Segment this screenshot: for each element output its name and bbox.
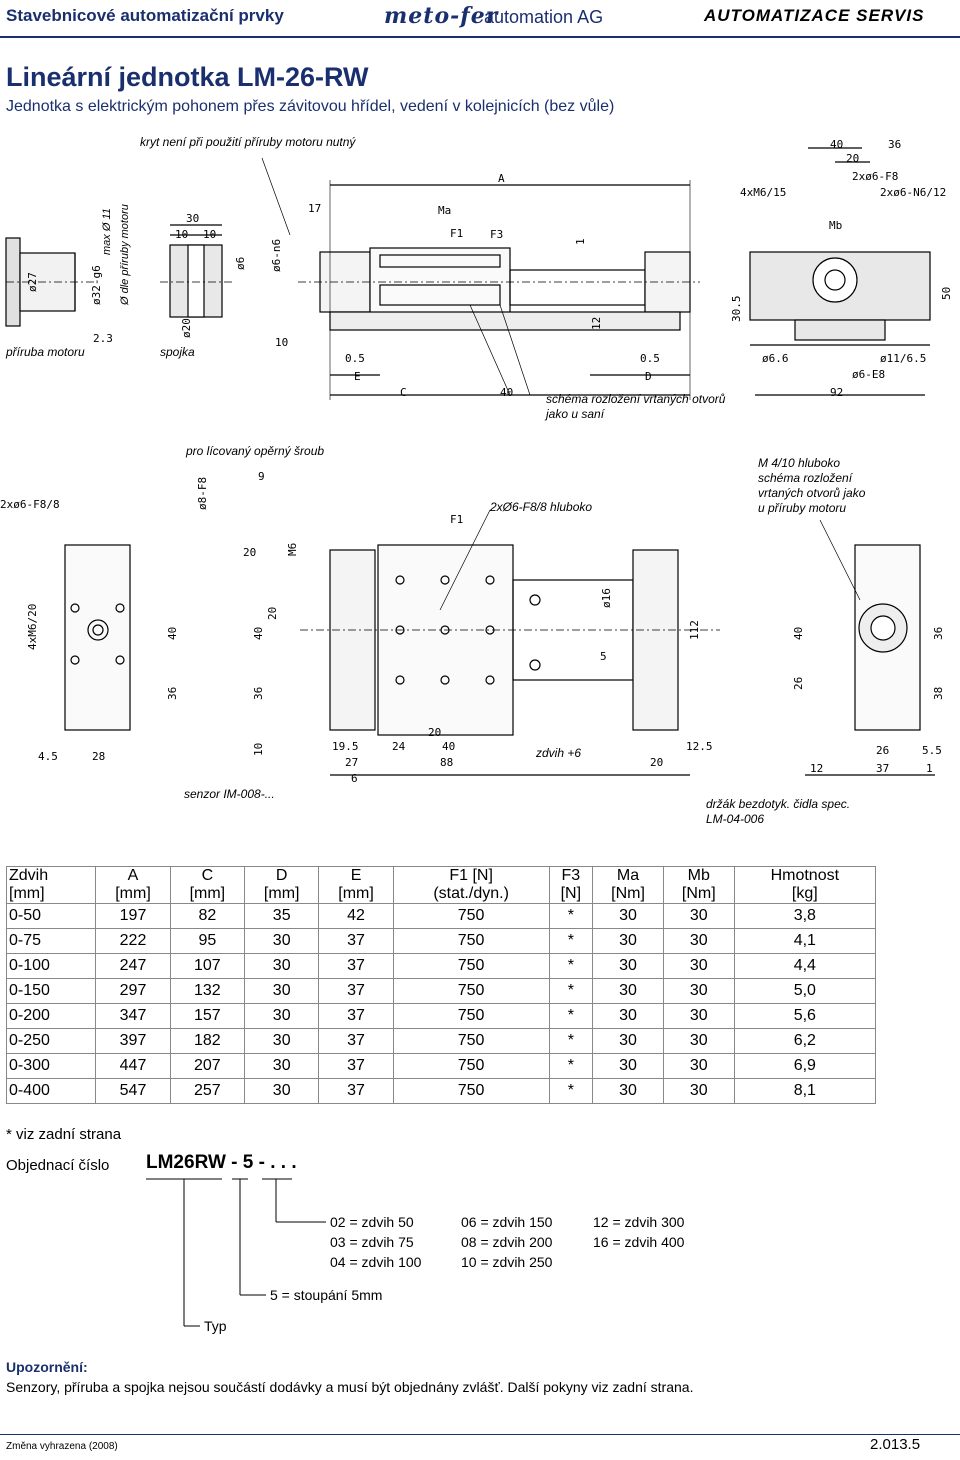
dim-9: 9	[258, 470, 265, 483]
table-cell: 37	[319, 1054, 393, 1079]
dim-5-5: 5.5	[922, 744, 942, 757]
dim-dia16: ø16	[600, 588, 613, 608]
dim-88: 88	[440, 756, 454, 769]
dim-end-36: 36	[888, 138, 902, 151]
dim-6: 6	[351, 772, 358, 785]
m4-label-4: u příruby motoru	[758, 501, 847, 515]
table-cell: 30	[593, 1004, 664, 1029]
table-row	[7, 1004, 876, 1029]
dim-per-flange: Ø dle příruby motoru	[119, 204, 131, 305]
table-cell: 0-50	[7, 904, 96, 929]
dim-b1: 1	[926, 762, 933, 775]
table-cell: 4,1	[734, 929, 875, 954]
dim-coupling-dia20: ø20	[180, 318, 193, 338]
table-cell: 30	[663, 1004, 734, 1029]
brand-logo: meto-fer	[384, 3, 499, 29]
table-cell: *	[549, 1004, 593, 1029]
table-cell: 132	[170, 979, 244, 1004]
table-cell: 0-75	[7, 929, 96, 954]
footer-page-code: 2.013.5	[870, 1436, 921, 1453]
table-cell: 30	[245, 1029, 319, 1054]
holder-label-2: LM-04-006	[706, 812, 765, 826]
dim-1: 1	[574, 238, 587, 245]
table-row	[7, 1029, 876, 1054]
table-row	[7, 1054, 876, 1079]
table-cell: 95	[170, 929, 244, 954]
coupling-label: spojka	[160, 345, 195, 359]
table-cell: 6,9	[734, 1054, 875, 1079]
holder-label-1: držák bezdotyk. čidla spec.	[706, 797, 851, 811]
table-cell: 30	[245, 929, 319, 954]
brand-subtitle: automation AG	[484, 7, 604, 27]
table-header-row	[7, 867, 876, 904]
option-06: 06 = zdvih 150	[461, 1214, 553, 1230]
table-cell: 0-300	[7, 1054, 96, 1079]
table-cell: 42	[319, 904, 393, 929]
dim-r38: 38	[932, 686, 945, 700]
table-cell: 750	[393, 954, 549, 979]
table-cell: 4,4	[734, 954, 875, 979]
dim-12: 12	[590, 316, 603, 330]
table-cell: 0-400	[7, 1079, 96, 1104]
dim-m36: 36	[252, 686, 265, 700]
option-02: 02 = zdvih 50	[330, 1214, 414, 1230]
table-cell: 750	[393, 979, 549, 1004]
table-row	[7, 954, 876, 979]
table-cell: 37	[319, 929, 393, 954]
motor-flange-drawing	[6, 238, 95, 326]
dim-shaft: ø6-n6	[270, 238, 283, 272]
option-type: Typ	[204, 1318, 227, 1334]
table-cell: 8,1	[734, 1079, 875, 1104]
table-cell: 0-200	[7, 1004, 96, 1029]
hole-scheme-label-2: jako u saní	[546, 407, 605, 421]
col-header-a: A [mm]	[96, 867, 170, 904]
table-cell: 247	[96, 954, 170, 979]
dim-27: 27	[345, 756, 359, 769]
dim-28: 28	[92, 750, 106, 763]
dim-max: max Ø 11	[101, 208, 113, 255]
page-title: Lineární jednotka LM-26-RW	[6, 62, 369, 92]
unit-top-view	[300, 545, 720, 775]
dim-05a: 0.5	[345, 352, 365, 365]
dim-flange-dia: ø27	[26, 272, 39, 292]
table-cell: 30	[245, 979, 319, 1004]
table-cell: *	[549, 1079, 593, 1104]
dim-dia66: ø6.6	[762, 352, 789, 365]
m4-label-1: M 4/10 hluboko	[758, 456, 841, 470]
table-cell: 222	[96, 929, 170, 954]
table-cell: 547	[96, 1079, 170, 1104]
dim-92: 92	[830, 386, 844, 399]
table-cell: 447	[96, 1054, 170, 1079]
table-cell: 750	[393, 904, 549, 929]
dim-40: 40	[500, 386, 514, 399]
page-header	[0, 0, 960, 36]
dim-m40: 40	[252, 626, 265, 640]
dim-r40: 40	[792, 626, 805, 640]
footer-rule	[0, 1434, 960, 1435]
dim-b12: 12	[810, 762, 824, 775]
dim-b20: 20	[428, 726, 442, 739]
dim-4xM6-20: 4xM6/20	[26, 603, 39, 650]
table-cell: 5,6	[734, 1004, 875, 1029]
hole-scheme-label: schéma rozložení vrtaných otvorů	[546, 392, 726, 406]
table-cell: 37	[319, 1079, 393, 1104]
coupling-drawing	[160, 225, 232, 317]
dim-10: 10	[275, 336, 289, 349]
table-cell: 37	[319, 1029, 393, 1054]
table-cell: 30	[593, 929, 664, 954]
dim-C: C	[400, 386, 407, 399]
page-subtitle: Jednotka s elektrickým pohonem přes závitovou hřídel, vedení v kolejnicích (bez vůle)	[6, 98, 615, 115]
table-cell: 257	[170, 1079, 244, 1104]
order-number-code: LM26RW - 5 - . . .	[146, 1152, 297, 1173]
dim-M6: M6	[286, 542, 299, 556]
table-cell: 30	[663, 979, 734, 1004]
table-cell: *	[549, 954, 593, 979]
table-cell: 197	[96, 904, 170, 929]
table-cell: 30	[245, 954, 319, 979]
dim-37: 37	[876, 762, 890, 775]
table-cell: 750	[393, 1079, 549, 1104]
dim-r36: 36	[932, 626, 945, 640]
table-cell: 30	[593, 954, 664, 979]
table-cell: 30	[663, 904, 734, 929]
col-header-d: D [mm]	[245, 867, 319, 904]
footnote: * viz zadní strana	[6, 1126, 122, 1143]
dim-coupling-10b: 10	[203, 228, 217, 241]
dim-05b: 0.5	[640, 352, 660, 365]
table-cell: *	[549, 1029, 593, 1054]
table-cell: 30	[663, 929, 734, 954]
table-cell: 0-150	[7, 979, 96, 1004]
table-cell: 30	[663, 1054, 734, 1079]
table-row	[7, 979, 876, 1004]
dim-l40: 40	[166, 626, 179, 640]
dim-2xN6: 2xø6-N6/12	[880, 186, 947, 199]
table-cell: 750	[393, 929, 549, 954]
dim-30-5: 30.5	[730, 295, 743, 322]
unit-side-view	[298, 180, 700, 400]
warning-heading: Upozornění:	[6, 1359, 88, 1375]
table-cell: 297	[96, 979, 170, 1004]
col-header-stroke: Zdvih [mm]	[7, 867, 96, 904]
col-header-e: E [mm]	[319, 867, 393, 904]
table-cell: 30	[593, 1079, 664, 1104]
unit-left-view	[65, 545, 130, 730]
table-cell: 0-100	[7, 954, 96, 979]
table-cell: 182	[170, 1029, 244, 1054]
option-12: 12 = zdvih 300	[593, 1214, 685, 1230]
dim-D: D	[645, 370, 652, 383]
dim-4xM6: 4xM6/15	[740, 186, 787, 199]
table-cell: 3,8	[734, 904, 875, 929]
table-cell: 107	[170, 954, 244, 979]
stroke-label: zdvih +6	[536, 746, 582, 760]
spec-table	[6, 866, 876, 1104]
dim-r26: 26	[792, 676, 805, 690]
dim-A: A	[498, 172, 505, 185]
dim-F3: F3	[490, 228, 504, 241]
dim-coupling-dia6: ø6	[234, 256, 247, 270]
table-cell: 30	[663, 1079, 734, 1104]
table-row	[7, 904, 876, 929]
dim-E8: ø6-E8	[852, 368, 886, 381]
dim-flange-fit: ø32-g6	[90, 265, 103, 305]
dim-Mb: Mb	[829, 219, 843, 232]
table-cell: 347	[96, 1004, 170, 1029]
dim-m20: 20	[266, 606, 279, 620]
dim-coupling-30: 30	[186, 212, 200, 225]
unit-right-view	[805, 545, 935, 775]
table-cell: 750	[393, 1054, 549, 1079]
table-cell: 30	[663, 1029, 734, 1054]
dim-b26: 26	[876, 744, 890, 757]
dim-b40: 40	[442, 740, 456, 753]
option-10: 10 = zdvih 250	[461, 1254, 553, 1270]
order-number-label: Objednací číslo	[6, 1157, 110, 1174]
dim-end-20: 20	[846, 152, 860, 165]
table-cell: 30	[245, 1079, 319, 1104]
table-cell: 750	[393, 1004, 549, 1029]
option-16: 16 = zdvih 400	[593, 1234, 685, 1250]
dim-dia11: ø11/6.5	[880, 352, 927, 365]
table-cell: 157	[170, 1004, 244, 1029]
dim-4-5: 4.5	[38, 750, 58, 763]
support-screw-label: pro lícovaný opěrný šroub	[186, 444, 325, 458]
table-cell: 30	[593, 1054, 664, 1079]
depth-holes-label: 2xØ6-F8/8 hluboko	[490, 500, 593, 514]
table-cell: *	[549, 904, 593, 929]
table-cell: 750	[393, 1029, 549, 1054]
col-header-ma: Ma [Nm]	[593, 867, 664, 904]
service-logo: AUTOMATIZACE SERVIS	[704, 6, 925, 25]
warning-text: Senzory, příruba a spojka nejsou součástí dodávky a musí být objednány zvlášť. Další pokyny viz zadní strana.	[6, 1379, 694, 1395]
dim-112: 112	[688, 620, 701, 640]
dim-12-5: 12.5	[686, 740, 713, 753]
m4-label-3: vrtaných otvorů jako	[758, 486, 866, 500]
table-cell: 30	[245, 1004, 319, 1029]
option-pitch: 5 = stoupání 5mm	[270, 1287, 383, 1303]
table-cell: 37	[319, 954, 393, 979]
header-category: Stavebnicové automatizační prvky	[6, 6, 284, 25]
dim-b10: 10	[252, 742, 265, 756]
dim-F1-top: F1	[450, 227, 464, 240]
col-header-f3: F3 [N]	[549, 867, 593, 904]
col-header-weight: Hmotnost [kg]	[734, 867, 875, 904]
table-cell: *	[549, 979, 593, 1004]
dim-2xF8: 2xø6-F8	[852, 170, 899, 183]
table-row	[7, 1079, 876, 1104]
dim-coupling-10a: 10	[175, 228, 189, 241]
dim-Ma: Ma	[438, 204, 452, 217]
table-cell: *	[549, 929, 593, 954]
table-row	[7, 929, 876, 954]
table-cell: 30	[593, 979, 664, 1004]
dim-5: 5	[600, 650, 607, 663]
dim-17: 17	[308, 202, 322, 215]
option-03: 03 = zdvih 75	[330, 1234, 414, 1250]
table-cell: *	[549, 1054, 593, 1079]
dim-19-5: 19.5	[332, 740, 359, 753]
dim-F1-bottom: F1	[450, 513, 464, 526]
table-cell: 30	[593, 1029, 664, 1054]
sensor-label: senzor IM-008-...	[184, 787, 275, 801]
table-cell: 0-250	[7, 1029, 96, 1054]
option-08: 08 = zdvih 200	[461, 1234, 553, 1250]
dim-b20r: 20	[650, 756, 664, 769]
table-cell: 30	[593, 904, 664, 929]
table-cell: 6,2	[734, 1029, 875, 1054]
table-cell: 35	[245, 904, 319, 929]
m4-label-2: schéma rozložení	[758, 471, 853, 485]
dim-50: 50	[940, 286, 953, 300]
dim-24: 24	[392, 740, 406, 753]
table-cell: 37	[319, 1004, 393, 1029]
table-cell: 397	[96, 1029, 170, 1054]
flange-label: příruba motoru	[6, 345, 85, 359]
dim-2-3: 2.3	[93, 332, 113, 345]
col-header-c: C [mm]	[170, 867, 244, 904]
header-rule	[0, 36, 960, 38]
table-cell: 30	[245, 1054, 319, 1079]
dim-E: E	[354, 370, 361, 383]
table-cell: 5,0	[734, 979, 875, 1004]
dim-dia8F8: ø8-F8	[196, 476, 209, 510]
col-header-f1: F1 [N] (stat./dyn.)	[393, 867, 549, 904]
table-cell: 37	[319, 979, 393, 1004]
dim-20b: 20	[243, 546, 257, 559]
option-04: 04 = zdvih 100	[330, 1254, 422, 1270]
table-cell: 82	[170, 904, 244, 929]
dim-l36: 36	[166, 686, 179, 700]
flange-note: kryt není při použití příruby motoru nutný	[140, 135, 356, 149]
table-cell: 207	[170, 1054, 244, 1079]
col-header-mb: Mb [Nm]	[663, 867, 734, 904]
dim-end-40: 40	[830, 138, 844, 151]
dim-left-F8: 2xø6-F8/8	[0, 498, 60, 511]
footer-change-note: Změna vyhrazena (2008)	[6, 1441, 118, 1452]
table-cell: 30	[663, 954, 734, 979]
